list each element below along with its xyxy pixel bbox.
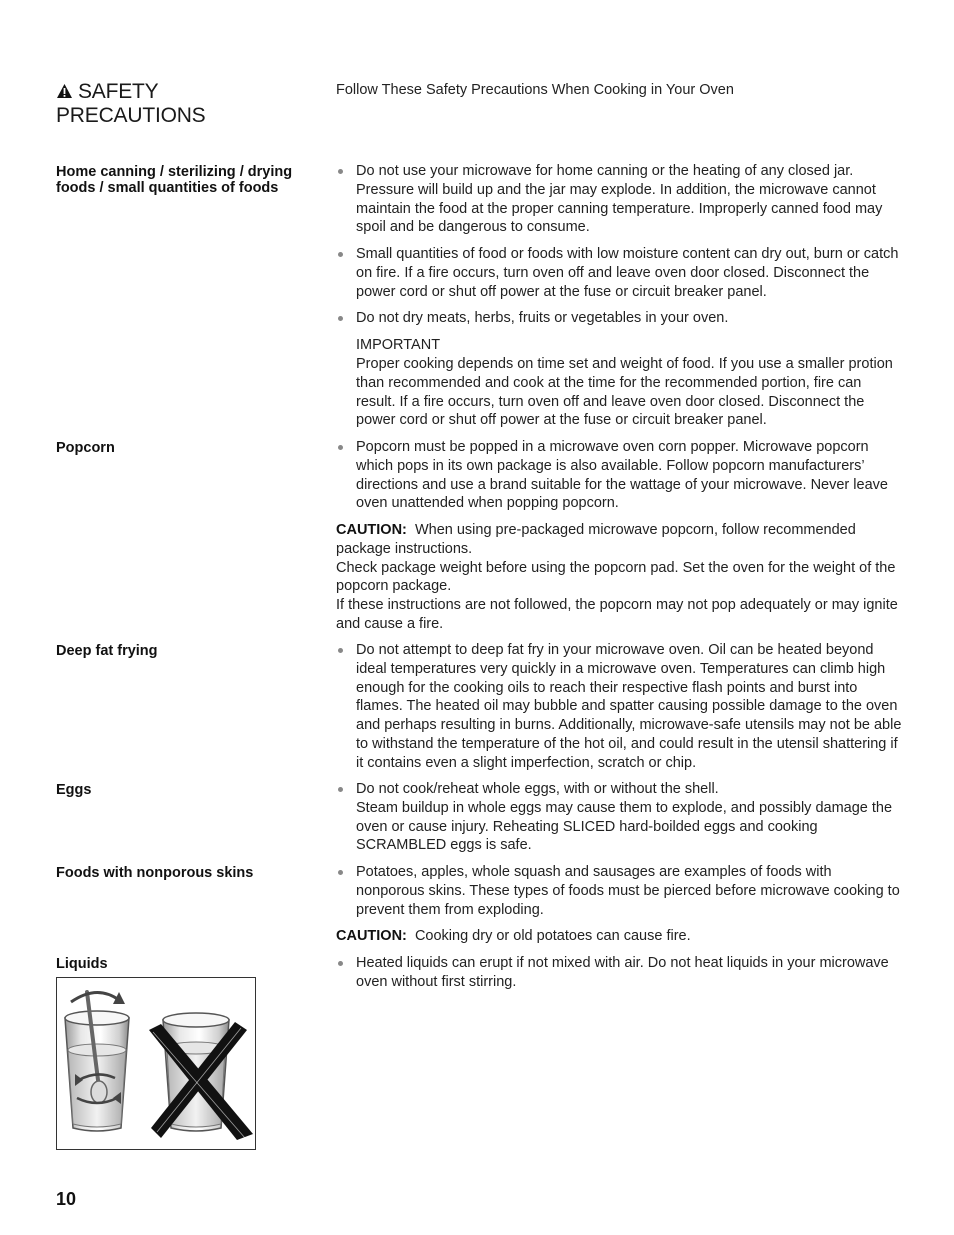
section-label-canning: Home canning / sterilizing / drying foods / small quantities of foods (56, 164, 293, 196)
liquids-illustration (56, 977, 256, 1150)
eggs-bullet-1 (356, 780, 904, 855)
eggs-bullet-line-2: Steam buildup in whole eggs may cause them to explode, and possibly damage the oven or cause injury. Reheating SLICED hard-boilded eggs and cooking SCRAMBLED eggs is safe. (356, 799, 893, 854)
canning-bullet-2: Small quantities of food or foods with low moisture content can dry out, burn or catch on fire. If a fire occurs, turn oven off and leave oven door closed. Disconnect the power cord or shut off power at the fuse or circuit breaker panel. (356, 245, 904, 301)
important-label: IMPORTANT (356, 337, 441, 353)
section-label-frying: Deep fat frying (56, 643, 158, 659)
popcorn-caution-line-2: Check package weight before using the popcorn pad. Set the oven for the weight of the popcorn package. (336, 559, 896, 595)
skins-caution-text: Cooking dry or old potatoes can cause fire. (414, 928, 691, 944)
frying-bullet-1: Do not attempt to deep fat fry in your microwave oven. Oil can be heated beyond ideal temperatures very quickly in a microwave oven. Temperatures can climb high enough for the cooking oils to reach their respective flash points and burst into flames. The heated oil may bubble and spatter causing possible damage to the oven and perhaps resulting in burns. Additionally, microwave-safe utensils may not be able to withstand the temperature of the hot oil, and could result in the utensil shattering if it contains even a slight imperfection, scratch or chip. (356, 641, 904, 773)
section-label-liquids: Liquids (56, 956, 108, 972)
stirred-glass-icon (65, 992, 129, 1131)
page-title (56, 80, 316, 127)
popcorn-caution-line-1: When using pre-packaged microwave popcorn, follow recommended package instructions. (336, 522, 856, 557)
popcorn-caution-line-3: If these instructions are not followed, the popcorn may not pop adequately or may ignite and cause a fire. (336, 597, 898, 632)
crossed-out-glass-icon (149, 1013, 253, 1140)
canning-bullet-3: Do not dry meats, herbs, fruits or vegetables in your oven. (356, 309, 904, 328)
eggs-bullet-line-1: Do not cook/reheat whole eggs, with or without the shell. (356, 781, 719, 797)
canning-bullet-1: Do not use your microwave for home canning or the heating of any closed jar. Pressure will build up and the jar may explode. In addition, the microwave cannot maintain the food at the proper canning temperature. Improperly canned food may spoil and be dangerous to consume. (356, 162, 904, 237)
page-subtitle: Follow These Safety Precautions When Cooking in Your Oven (336, 82, 734, 98)
section-label-skins: Foods with nonporous skins (56, 865, 254, 881)
title-line-2: PRECAUTIONS (56, 104, 206, 127)
caution-label: CAUTION: (336, 928, 407, 944)
skins-caution (336, 927, 904, 946)
skins-bullet-1: Potatoes, apples, whole squash and sausages are examples of foods with nonporous skins. These types of foods must be pierced before microwave cooking to prevent them from exploding. (356, 863, 904, 919)
title-line-1: SAFETY (78, 80, 159, 103)
section-label-eggs: Eggs (56, 782, 92, 798)
caution-label: CAUTION: (336, 522, 407, 538)
popcorn-caution (336, 521, 904, 634)
important-text: Proper cooking depends on time set and weight of food. If you use a smaller protion than recommended and cook at the time for the recommended portion, fire can result. If a fire occurs, turn oven off and leave oven door closed. Disconnect the power cord or shut off power at the fuse or circuit breaker panel. (356, 356, 893, 429)
page-number: 10 (56, 1189, 77, 1209)
liquids-bullet-1: Heated liquids can erupt if not mixed with air. Do not heat liquids in your microwave oven without first stirring. (356, 954, 904, 992)
warning-triangle-icon (56, 81, 73, 104)
section-label-popcorn: Popcorn (56, 440, 115, 456)
popcorn-bullet-1: Popcorn must be popped in a microwave oven corn popper. Microwave popcorn which pops in its own package is also available. Follow popcorn manufacturers’ directions and use a brand suitable for the wattage of your microwave. Never leave oven unattended when popping popcorn. (356, 438, 904, 513)
